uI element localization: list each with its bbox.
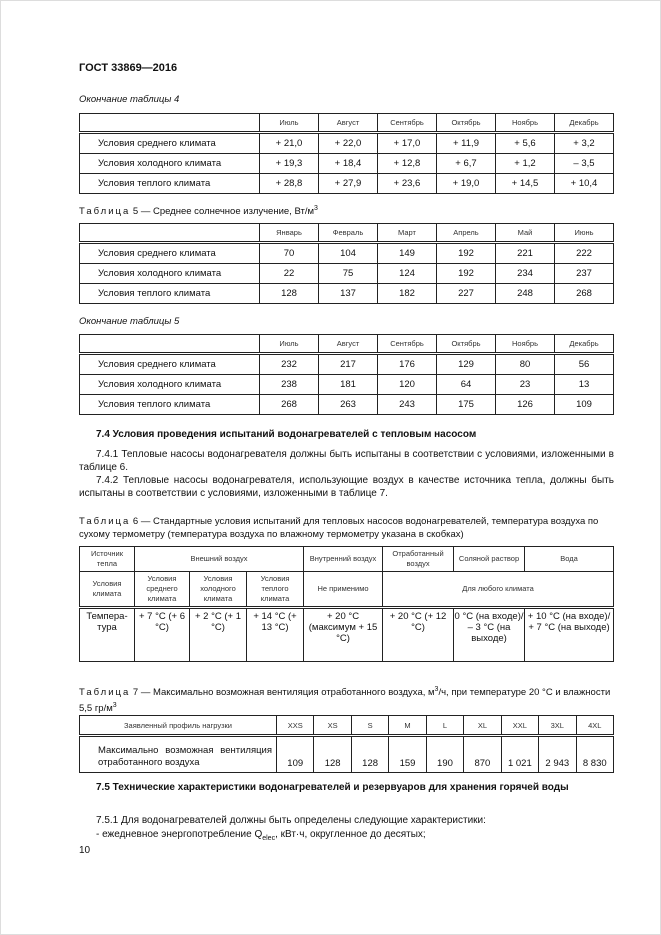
table-label: Таблица (79, 206, 131, 218)
caption-text: /ч, при температуре 20 °C и влажности 5,5 гр/м (79, 687, 611, 715)
cell: + 3,2 (555, 133, 614, 154)
cell: 248 (496, 284, 555, 304)
cell: Условия холодного климата (80, 375, 260, 395)
header-cell (80, 335, 260, 354)
cell: 64 (437, 375, 496, 395)
header-cell: Источник тепла (80, 547, 135, 572)
cell: 22 (260, 264, 319, 284)
header-cell: Май (496, 224, 555, 243)
cell: 870 (464, 736, 501, 773)
paragraph-7-5-1: 7.5.1 Для водонагревателей должны быть определены следующие характеристики: (96, 815, 486, 826)
header-cell: Октябрь (437, 335, 496, 354)
cell: 126 (496, 395, 555, 415)
cell: 181 (319, 375, 378, 395)
header-cell: Сентябрь (378, 114, 437, 133)
table-row (80, 354, 614, 375)
header-cell: Соляной раствор (454, 547, 525, 572)
cell: 192 (437, 264, 496, 284)
item-text: , кВт·ч, округленное до десятых; (275, 829, 426, 840)
header-cell: 4XL (576, 716, 614, 736)
cell: 120 (378, 375, 437, 395)
header-cell: Август (319, 335, 378, 354)
sup: 3 (314, 205, 318, 212)
cell: 190 (426, 736, 463, 773)
header-cell: 3XL (539, 716, 576, 736)
cell: 232 (260, 354, 319, 375)
header-cell: Октябрь (437, 114, 496, 133)
header-cell: Сентябрь (378, 335, 437, 354)
paragraph-7-4-2: 7.4.2 Тепловые насосы водонагревателя, использующие воздух в качестве источника тепла, должны быть испытаны в соответствии с условиями, изложенными в таблице 7. (79, 475, 614, 499)
header-cell: Вода (525, 547, 614, 572)
cell: Условия холодного климата (80, 154, 260, 174)
table4-continuation-caption: Окончание таблицы 4 (79, 94, 180, 105)
sup: 3 (112, 702, 117, 710)
cell: Максимально возможная вентиляция отработанного воздуха (80, 736, 277, 773)
header-cell: Январь (260, 224, 319, 243)
header-cell: Для любого климата (383, 572, 614, 608)
cell: 217 (319, 354, 378, 375)
cell: 75 (319, 264, 378, 284)
header-cell: Заявленный профиль нагрузки (80, 716, 277, 736)
cell: 182 (378, 284, 437, 304)
cell: 56 (555, 354, 614, 375)
header-cell: Июнь (555, 224, 614, 243)
table-row (80, 243, 614, 264)
cell: 109 (277, 736, 314, 773)
table-row (80, 264, 614, 284)
cell: + 21,0 (260, 133, 319, 154)
header-cell: Внешний воздух (135, 547, 304, 572)
header-cell: Условия среднего климата (135, 572, 190, 608)
header-cell (80, 224, 260, 243)
table-6 (79, 546, 614, 662)
cell: 176 (378, 354, 437, 375)
cell: Условия теплого климата (80, 174, 260, 194)
table6-caption (79, 515, 619, 541)
header-cell: Август (319, 114, 378, 133)
table-5-end (79, 334, 614, 415)
cell: + 10,4 (555, 174, 614, 194)
cell: 149 (378, 243, 437, 264)
cell: 263 (319, 395, 378, 415)
cell: 0 °C (на входе)/ – 3 °C (на выходе) (454, 608, 525, 662)
table-row (80, 395, 614, 415)
cell: Условия теплого климата (80, 395, 260, 415)
cell: + 11,9 (437, 133, 496, 154)
cell: 128 (314, 736, 351, 773)
header-cell: Ноябрь (496, 114, 555, 133)
header-cell: Ноябрь (496, 335, 555, 354)
cell: 159 (389, 736, 426, 773)
sup: 3 (434, 686, 439, 693)
cell: 238 (260, 375, 319, 395)
document-header: ГОСТ 33869—2016 (79, 62, 178, 74)
header-cell: Не применимо (304, 572, 383, 608)
header-cell: Отработанный воздух (383, 547, 454, 572)
cell: + 17,0 (378, 133, 437, 154)
cell: + 18,4 (319, 154, 378, 174)
cell: + 1,2 (496, 154, 555, 174)
header-cell: Февраль (319, 224, 378, 243)
table-7 (79, 715, 614, 773)
cell: Условия теплого климата (80, 284, 260, 304)
header-cell: Декабрь (555, 114, 614, 133)
caption-text: 5 — Среднее солнечное излучение, Вт/м (132, 206, 314, 218)
header-cell: L (426, 716, 463, 736)
cell: 268 (260, 395, 319, 415)
cell: 237 (555, 264, 614, 284)
cell: + 22,0 (319, 133, 378, 154)
cell: + 19,0 (437, 174, 496, 194)
section-7-4-heading: 7.4 Условия проведения испытаний водонагревателей с тепловым насосом (96, 429, 477, 440)
cell: + 14,5 (496, 174, 555, 194)
item-text: - ежедневное энергопотребление Q (96, 829, 263, 840)
cell: 124 (378, 264, 437, 284)
cell: 222 (555, 243, 614, 264)
cell: 192 (437, 243, 496, 264)
table7-caption (79, 683, 619, 715)
header-cell: Условия холодного климата (190, 572, 247, 608)
table-4-end (79, 113, 614, 194)
cell: Темпера-тура (80, 608, 135, 662)
cell: + 7 °C (+ 6 °C) (135, 608, 190, 662)
cell: – 3,5 (555, 154, 614, 174)
header-cell: Условия климата (80, 572, 135, 608)
cell: 1 021 (501, 736, 538, 773)
cell: 243 (378, 395, 437, 415)
paragraph-7-4-1: 7.4.1 Тепловые насосы водонагревателя должны быть испытаны в соответствии с условиями, изложенными в таблице 6. (79, 449, 614, 473)
cell: 13 (555, 375, 614, 395)
list-item-energy (96, 829, 631, 846)
header-cell: Июль (260, 335, 319, 354)
cell: Условия холодного климата (80, 264, 260, 284)
cell: 268 (555, 284, 614, 304)
section-7-5-heading: 7.5 Технические характеристики водонагревателей и резервуаров для хранения горячей воды (96, 782, 569, 793)
header-cell: Декабрь (555, 335, 614, 354)
cell: + 20 °C (максимум + 15 °C) (304, 608, 383, 662)
cell: + 10 °C (на входе)/ + 7 °C (на выходе) (525, 608, 614, 662)
table-row (80, 284, 614, 304)
table-label: Таблица (79, 687, 131, 699)
cell: + 19,3 (260, 154, 319, 174)
cell: 221 (496, 243, 555, 264)
table-5 (79, 223, 614, 304)
cell: + 28,8 (260, 174, 319, 194)
cell: 175 (437, 395, 496, 415)
page-number: 10 (79, 845, 91, 856)
cell: + 14 °C (+ 13 °C) (247, 608, 304, 662)
cell: 129 (437, 354, 496, 375)
table-row (80, 174, 614, 194)
cell: Условия среднего климата (80, 243, 260, 264)
cell: 23 (496, 375, 555, 395)
cell: + 2 °C (+ 1 °C) (190, 608, 247, 662)
cell: + 5,6 (496, 133, 555, 154)
cell: Условия среднего климата (80, 133, 260, 154)
cell: 80 (496, 354, 555, 375)
header-cell: Март (378, 224, 437, 243)
header-cell (80, 114, 260, 133)
header-cell: XS (314, 716, 351, 736)
table5-continuation-caption: Окончание таблицы 5 (79, 316, 180, 327)
cell: 8 830 (576, 736, 614, 773)
header-cell: Июль (260, 114, 319, 133)
table-row (80, 154, 614, 174)
cell: 128 (260, 284, 319, 304)
cell: 2 943 (539, 736, 576, 773)
cell: 227 (437, 284, 496, 304)
cell: 104 (319, 243, 378, 264)
header-cell: Внутренний воздух (304, 547, 383, 572)
cell: 109 (555, 395, 614, 415)
cell: + 23,6 (378, 174, 437, 194)
caption-text: 7 — Максимально возможная вентиляция отработанного воздуха, м (132, 687, 435, 699)
subscript: elec (262, 835, 276, 842)
header-cell: M (389, 716, 426, 736)
header-cell: XL (464, 716, 501, 736)
cell: 128 (351, 736, 388, 773)
header-cell: Условия теплого климата (247, 572, 304, 608)
header-cell: Апрель (437, 224, 496, 243)
cell: + 6,7 (437, 154, 496, 174)
table-label: Таблица (79, 516, 131, 527)
cell: 234 (496, 264, 555, 284)
table5-caption (79, 202, 619, 218)
cell: + 12,8 (378, 154, 437, 174)
cell: 137 (319, 284, 378, 304)
cell: Условия среднего климата (80, 354, 260, 375)
header-cell: S (351, 716, 388, 736)
caption-text: 6 — Стандартные условия испытаний для тепловых насосов водонагревателей, температура воздуха по сухому термометру (температура воздуха по влажному термометру указана в скобках) (79, 516, 599, 540)
cell: + 27,9 (319, 174, 378, 194)
header-cell: XXL (501, 716, 538, 736)
header-cell: XXS (277, 716, 314, 736)
cell: + 20 °C (+ 12 °C) (383, 608, 454, 662)
cell: 70 (260, 243, 319, 264)
table-row (80, 375, 614, 395)
table-row (80, 133, 614, 154)
